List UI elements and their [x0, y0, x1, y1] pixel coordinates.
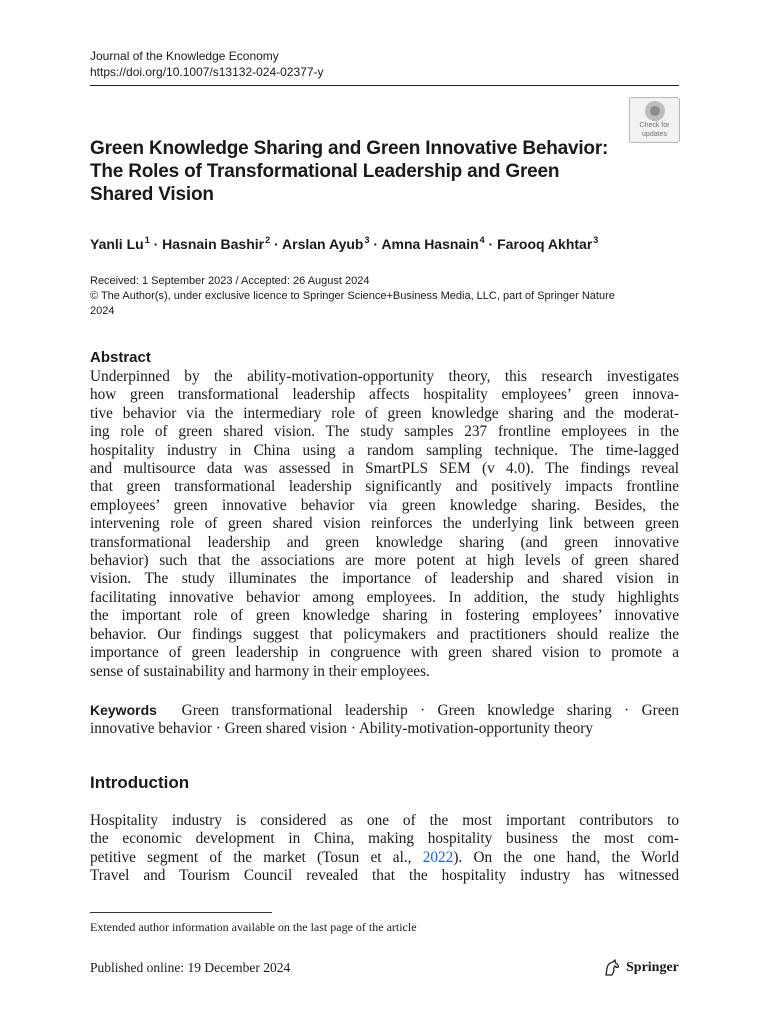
author-list — [90, 231, 598, 253]
abstract-line: the important role of green knowledge sharing in fostering employees’ innovative — [90, 607, 679, 625]
intro-line: Travel and Tourism Council revealed that the hospitality industry has witnessed — [90, 867, 679, 885]
author-affiliation: 4 — [479, 235, 485, 245]
footnote: Extended author information available on the last page of the article — [90, 920, 417, 934]
intro-text: ). On the one hand, the World — [453, 848, 679, 866]
abstract-line: facilitating innovative behavior among employees. In addition, the study highlights — [90, 588, 679, 606]
title-line: Shared Vision — [90, 184, 214, 205]
author-affiliation: 3 — [593, 235, 599, 245]
abstract-line: that green transformational leadership significantly and positively impacts frontline — [90, 478, 679, 496]
abstract-line: transformational leadership and green knowledge sharing (and green innovative — [90, 533, 679, 551]
intro-text: petitive segment of the market (Tosun et al., — [90, 848, 423, 866]
abstract-line: behavior) such that the associations are more potent at high levels of green shared — [90, 552, 679, 570]
article-history — [90, 274, 679, 319]
author-name[interactable]: Arslan Ayub — [282, 236, 364, 252]
abstract-line: employees’ green innovative behavior via green knowledge sharing. Besides, the — [90, 496, 679, 514]
springer-horse-icon — [603, 959, 621, 977]
journal-header — [90, 48, 324, 80]
author-separator: · — [484, 236, 498, 252]
intro-line — [90, 849, 679, 867]
abstract-line: intervening role of green shared vision reinforces the underlying link between green — [90, 515, 679, 533]
author-separator: · — [369, 236, 382, 252]
journal-name: Journal of the Knowledge Economy — [90, 49, 279, 63]
publisher-name: Springer — [626, 960, 679, 975]
article-title — [90, 137, 630, 206]
doi-link[interactable]: https://doi.org/10.1007/s13132-024-02377-y — [90, 65, 324, 79]
intro-line: the economic development in China, making hospitality business the most com- — [90, 830, 679, 848]
abstract-heading: Abstract — [90, 349, 151, 366]
citation-link[interactable]: 2022 — [422, 848, 454, 866]
keywords-label: Keywords — [90, 702, 157, 718]
author-name[interactable]: Hasnain Bashir — [162, 236, 265, 252]
copyright-line: © The Author(s), under exclusive licence to Springer Science+Business Media, LLC, part of Springer Nature — [90, 290, 615, 302]
abstract-line: hospitality industry in China using a random sampling technique. The time-lagged — [90, 441, 679, 459]
check-for-updates-button[interactable] — [629, 97, 680, 143]
abstract-line: sense of sustainability and harmony in their employees. — [90, 662, 430, 680]
publisher-logo — [603, 959, 679, 977]
author-affiliation: 3 — [364, 235, 370, 245]
intro-line: Hospitality industry is considered as one of the most important contributors to — [90, 812, 679, 829]
copyright-year: 2024 — [90, 305, 115, 317]
keywords-line1: Green transformational leadership · Green knowledge sharing · Green — [181, 702, 679, 719]
author-separator: · — [270, 236, 283, 252]
author-affiliation: 1 — [144, 235, 150, 245]
abstract-body — [90, 368, 679, 681]
author-affiliation: 2 — [265, 235, 271, 245]
author-name[interactable]: Farooq Akhtar — [497, 236, 593, 252]
author-name[interactable]: Yanli Lu — [90, 236, 144, 252]
abstract-line: vision. The study illuminates the importance of leadership and shared vision in — [90, 570, 679, 588]
received-accepted-dates: Received: 1 September 2023 / Accepted: 26 August 2024 — [90, 275, 370, 287]
abstract-line: Underpinned by the ability-motivation-opportunity theory, this research investigates — [90, 368, 679, 385]
title-line: Green Knowledge Sharing and Green Innovative Behavior: — [90, 138, 609, 159]
abstract-line: tive behavior via the intermediary role of green knowledge sharing and the moderat- — [90, 404, 679, 422]
introduction-body — [90, 812, 679, 886]
check-updates-line1: Check for — [639, 122, 670, 129]
crossmark-icon — [645, 101, 665, 121]
author-separator: · — [149, 236, 163, 252]
footnote-divider — [90, 912, 272, 913]
abstract-line: how green transformational leadership affects hospitality employees’ green innova- — [90, 386, 679, 404]
abstract-line: ing role of green shared vision. The study samples 237 frontline employees in the — [90, 423, 679, 441]
check-updates-line2: updates — [642, 131, 667, 138]
keywords — [90, 701, 679, 739]
introduction-heading: Introduction — [90, 773, 190, 792]
title-line: The Roles of Transformational Leadership and Green — [90, 161, 560, 182]
abstract-line: importance of green leadership in congruence with green shared vision to promote a — [90, 644, 679, 662]
header-divider — [90, 85, 679, 86]
keywords-line2: innovative behavior · Green shared vision · Ability-motivation-opportunity theory — [90, 720, 593, 738]
author-name[interactable]: Amna Hasnain — [381, 236, 479, 252]
abstract-line: behavior. Our findings suggest that policymakers and practitioners should realize the — [90, 625, 679, 643]
abstract-line: and multisource data was assessed in SmartPLS SEM (v 4.0). The findings reveal — [90, 460, 679, 478]
published-date: Published online: 19 December 2024 — [90, 960, 291, 975]
